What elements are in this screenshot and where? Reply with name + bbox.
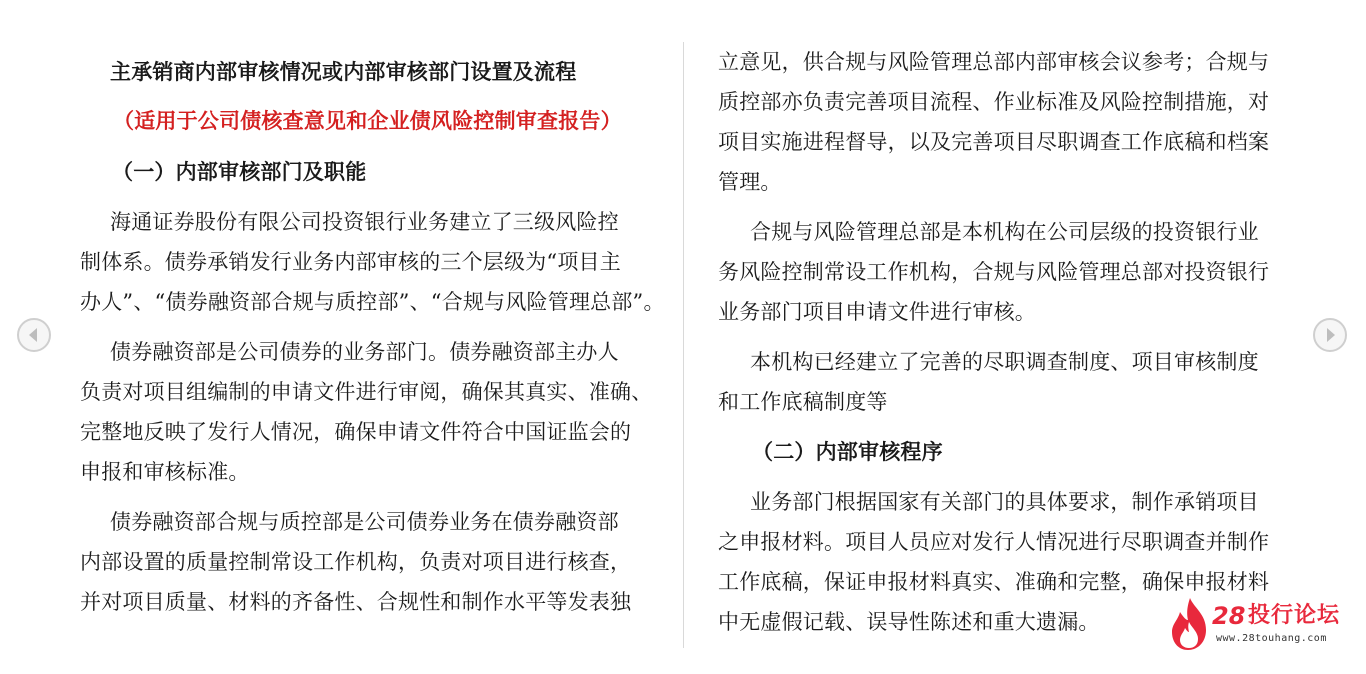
paragraph-line: 合规与风险管理总部是本机构在公司层级的投资银行业 (750, 220, 1259, 244)
paragraph-line: 立意见，供合规与风险管理总部内部审核会议参考；合规与 (718, 50, 1270, 74)
paragraph-line: 债券融资部合规与质控部是公司债券业务在债券融资部 (110, 510, 619, 534)
paragraph-line: 中无虚假记载、误导性陈述和重大遗漏。 (718, 610, 1100, 634)
paragraph-line: 质控部亦负责完善项目流程、作业标准及风险控制措施，对 (718, 90, 1270, 114)
section-heading-2: （二）内部审核程序 (752, 439, 943, 464)
paragraph-line: 债券融资部是公司债券的业务部门。债券融资部主办人 (110, 340, 619, 364)
document-subtitle: （适用于公司债核查意见和企业债风险控制审查报告） (113, 108, 622, 133)
paragraph-line: 负责对项目组编制的申请文件进行审阅，确保其真实、准确、 (80, 380, 653, 404)
watermark-number: 28 (1212, 602, 1246, 630)
watermark-url: www.28touhang.com (1216, 633, 1327, 644)
watermark-logo (1168, 596, 1348, 656)
paragraph-line: 办人”、“债券融资部合规与质控部”、“合规与风险管理总部”。 (80, 290, 665, 314)
paragraph-line: 之申报材料。项目人员应对发行人情况进行尽职调查并制作 (718, 530, 1270, 554)
next-page-button[interactable] (1313, 318, 1347, 352)
paragraph-line: 内部设置的质量控制常设工作机构，负责对项目进行核查， (80, 550, 632, 574)
paragraph-line: 业务部门根据国家有关部门的具体要求，制作承销项目 (750, 490, 1259, 514)
paragraph-line: 申报和审核标准。 (80, 460, 250, 484)
paragraph-line: 制体系。债券承销发行业务内部审核的三个层级为“项目主 (80, 250, 621, 274)
chevron-right-icon (1315, 320, 1345, 350)
paragraph-line: 项目实施进程督导，以及完善项目尽职调查工作底稿和档案 (718, 130, 1270, 154)
paragraph-line: 本机构已经建立了完善的尽职调查制度、项目审核制度 (750, 350, 1259, 374)
paragraph-line: 管理。 (718, 170, 782, 194)
section-heading-1: （一）内部审核部门及职能 (112, 159, 367, 184)
paragraph-line: 并对项目质量、材料的齐备性、合规性和制作水平等发表独 (80, 590, 632, 614)
watermark-name: 投行论坛 (1248, 603, 1341, 628)
paragraph-line: 海通证券股份有限公司投资银行业务建立了三级风险控 (110, 210, 619, 234)
paragraph-line: 完整地反映了发行人情况，确保申请文件符合中国证监会的 (80, 420, 632, 444)
document-title: 主承销商内部审核情况或内部审核部门设置及流程 (110, 59, 577, 84)
prev-page-button[interactable] (17, 318, 51, 352)
paragraph-line: 和工作底稿制度等 (718, 390, 888, 414)
paragraph-line: 务风险控制常设工作机构，合规与风险管理总部对投资银行 (718, 260, 1270, 284)
chevron-left-icon (19, 320, 49, 350)
flame-icon (1168, 596, 1212, 652)
right-page (684, 0, 1366, 674)
paragraph-line: 工作底稿，保证申报材料真实、准确和完整，确保申报材料 (718, 570, 1270, 594)
paragraph-line: 业务部门项目申请文件进行审核。 (718, 300, 1036, 324)
